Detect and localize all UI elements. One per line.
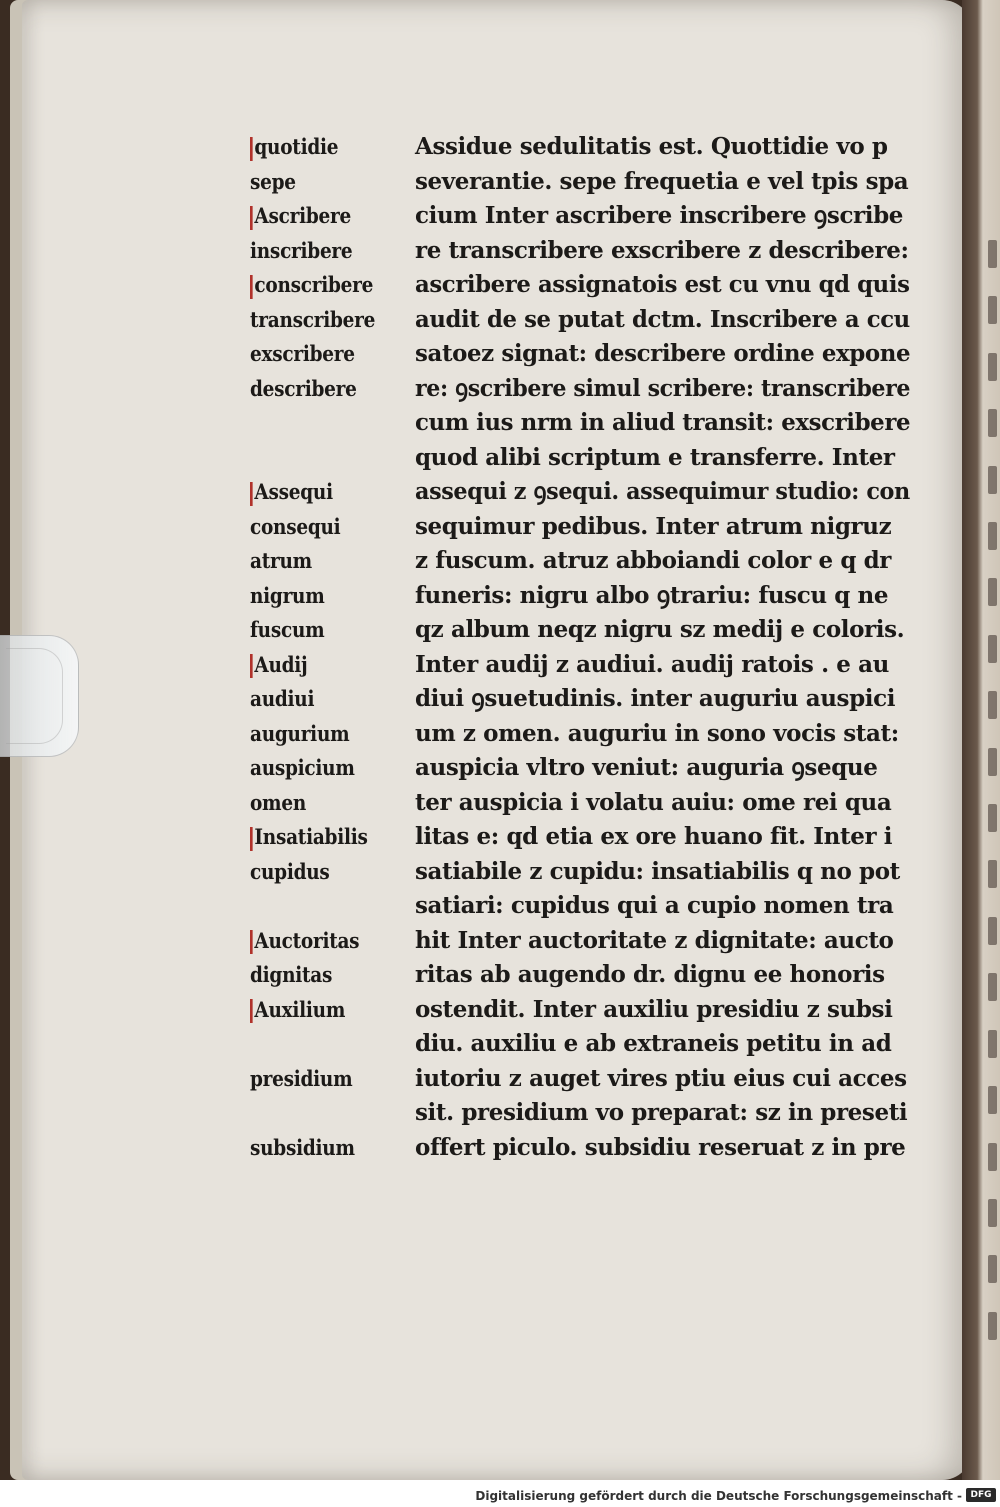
text-line — [250, 579, 915, 614]
marginal-gloss — [250, 303, 391, 338]
gloss-word: transcribere — [250, 306, 376, 332]
body-line: sequimur pedibus. Inter atrum nigruz — [415, 512, 892, 540]
text-line — [250, 372, 915, 407]
gloss-word: consequi — [250, 513, 341, 539]
text-line — [250, 889, 915, 924]
body-line: severantie. sepe frequetia e vel tpis spa — [415, 167, 909, 195]
marginal-gloss — [250, 855, 391, 890]
text-line — [250, 751, 915, 786]
text-line — [250, 234, 915, 269]
rubric-mark — [250, 930, 253, 954]
text-line — [250, 441, 915, 476]
text-line — [250, 786, 915, 821]
text-line — [250, 199, 915, 234]
marginal-gloss — [250, 786, 391, 821]
dfg-logo: DFG — [966, 1488, 996, 1502]
gloss-word: atrum — [250, 548, 312, 573]
body-line: audit de se putat dctm. Inscribere a ccu — [415, 305, 910, 333]
gloss-word: subsidium — [250, 1134, 355, 1160]
marginal-gloss — [250, 544, 391, 579]
body-line: Inter audij z audiui. audij ratois . e au — [415, 650, 889, 678]
text-line — [250, 268, 915, 303]
body-line: funeris: nigru albo ꝯtrariu: fuscu q ne — [415, 581, 889, 609]
gloss-word: inscribere — [250, 237, 353, 263]
gloss-word: Auctoritas — [254, 927, 360, 953]
rubric-mark — [250, 206, 253, 230]
text-line — [250, 337, 915, 372]
marginal-gloss — [250, 199, 391, 234]
body-line: satiabile z cupidu: insatiabilis q no pot — [415, 857, 900, 885]
marginal-gloss — [250, 372, 391, 407]
gloss-word: Auxilium — [254, 996, 346, 1022]
marginal-gloss — [250, 579, 391, 614]
rubric-mark — [250, 275, 253, 299]
marginal-gloss — [250, 130, 391, 165]
text-line — [250, 510, 915, 545]
body-line: quod alibi scriptum e transferre. Inter — [415, 443, 895, 471]
page-clip-tab-inner — [6, 648, 63, 744]
body-line: ter auspicia i volatu auiu: ome rei qua — [415, 788, 892, 816]
text-line — [250, 1027, 915, 1062]
marginal-gloss — [250, 648, 391, 683]
body-line: diu. auxiliu e ab extraneis petitu in ad — [415, 1030, 892, 1057]
body-line: z fuscum. atruz abboiandi color e q dr — [415, 547, 892, 574]
text-line — [250, 855, 915, 890]
gloss-word: audiui — [250, 686, 315, 711]
rubric-mark — [250, 654, 253, 678]
text-line — [250, 165, 915, 200]
marginal-gloss — [250, 717, 391, 752]
text-line — [250, 475, 915, 510]
body-line: re transcribere exscribere z describere: — [415, 236, 909, 264]
marginal-gloss — [250, 924, 391, 959]
gloss-word: Ascribere — [254, 203, 351, 228]
rubric-mark — [250, 137, 253, 161]
text-line — [250, 648, 915, 683]
gloss-word: sepe — [250, 168, 296, 194]
text-line — [250, 544, 915, 579]
body-line: ascribere assignatois est cu vnu qd quis — [415, 271, 910, 298]
rubric-mark — [250, 999, 253, 1023]
body-line: litas e: qd etia ex ore huano fit. Inter i — [415, 823, 893, 850]
body-line: cum ius nrm in aliud transit: exscribere — [415, 409, 911, 436]
text-line — [250, 958, 915, 993]
marginal-gloss — [250, 958, 391, 993]
marginal-gloss — [250, 268, 391, 303]
text-line — [250, 613, 915, 648]
marginal-gloss — [250, 1062, 391, 1097]
marginal-gloss — [250, 682, 391, 717]
marginal-gloss — [250, 1131, 391, 1166]
gloss-word: cupidus — [250, 858, 330, 884]
text-line — [250, 1131, 915, 1166]
rubric-mark — [250, 827, 253, 851]
gloss-word: omen — [250, 789, 307, 815]
facing-page-text-edge — [988, 240, 1000, 1340]
marginal-gloss — [250, 993, 391, 1028]
gloss-word: fuscum — [250, 617, 325, 642]
body-line: assequi z ꝯsequi. assequimur studio: con — [415, 478, 910, 505]
gloss-word: dignitas — [250, 962, 333, 987]
marginal-gloss — [250, 234, 391, 269]
text-line — [250, 682, 915, 717]
page-clip-tab — [0, 635, 79, 757]
text-line — [250, 820, 915, 855]
body-line: ostendit. Inter auxiliu presidiu z subsi — [415, 995, 893, 1023]
text-line — [250, 303, 915, 338]
marginal-gloss — [250, 510, 391, 545]
body-line: um z omen. auguriu in sono vocis stat: — [415, 719, 899, 747]
body-line: sit. presidium vo preparat: sz in preseti — [415, 1099, 908, 1126]
marginal-gloss — [250, 613, 391, 648]
text-line — [250, 717, 915, 752]
footer-bar — [0, 1480, 1000, 1507]
body-line: satoez signat: describere ordine expone — [415, 340, 911, 367]
body-line: cium Inter ascribere inscribere ꝯscribe — [415, 202, 904, 229]
gloss-word: auspicium — [250, 755, 355, 780]
marginal-gloss — [250, 165, 391, 200]
gloss-word: Insatiabilis — [254, 824, 368, 849]
gloss-word: augurium — [250, 720, 350, 746]
gloss-word: quotidie — [254, 134, 339, 159]
text-line — [250, 406, 915, 441]
gloss-word: conscribere — [254, 272, 374, 297]
body-line: auspicia vltro veniut: auguria ꝯseque — [415, 754, 878, 781]
body-line: offert piculo. subsidiu reseruat z in pre — [415, 1133, 906, 1161]
body-line: re: ꝯscribere simul scribere: transcribere — [415, 374, 911, 402]
body-line: diui ꝯsuetudinis. inter auguriu auspici — [415, 685, 896, 712]
body-line: ritas ab augendo dr. dignu ee honoris — [415, 961, 885, 988]
gloss-word: exscribere — [250, 341, 355, 366]
body-line: iutoriu z auget vires ptiu eius cui acces — [415, 1064, 907, 1092]
footer-credit: Digitalisierung gefördert durch die Deutsche Forschungsgemeinschaft - — [475, 1489, 962, 1503]
rubric-mark — [250, 482, 253, 506]
gloss-word: presidium — [250, 1065, 353, 1091]
marginal-gloss — [250, 820, 391, 855]
text-block — [250, 130, 915, 1165]
marginal-gloss — [250, 475, 391, 510]
text-line — [250, 1096, 915, 1131]
gloss-word: describere — [250, 375, 357, 401]
marginal-gloss — [250, 337, 391, 372]
body-line: Assidue sedulitatis est. Quottidie vo p — [415, 133, 888, 160]
text-line — [250, 1062, 915, 1097]
body-line: qz album neqz nigru sz medij e coloris. — [415, 616, 905, 643]
body-line: hit Inter auctoritate z dignitate: aucto — [415, 926, 894, 954]
marginal-gloss — [250, 751, 391, 786]
gloss-word: Assequi — [254, 479, 333, 504]
body-line: satiari: cupidus qui a cupio nomen tra — [415, 892, 894, 919]
text-line — [250, 924, 915, 959]
gloss-word: Audij — [254, 651, 308, 677]
gloss-word: nigrum — [250, 582, 325, 608]
text-line — [250, 993, 915, 1028]
text-line — [250, 130, 915, 165]
